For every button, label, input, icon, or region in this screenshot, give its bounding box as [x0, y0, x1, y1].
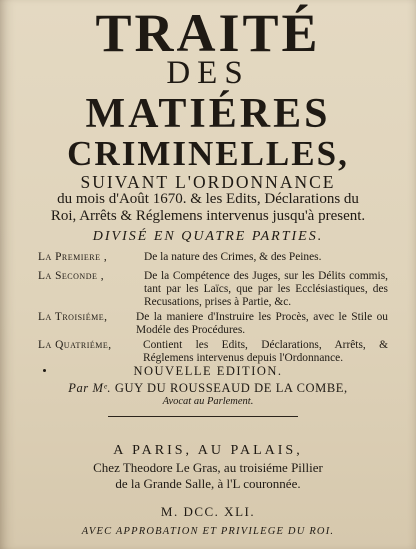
- edition-text: NOUVELLE EDITION.: [133, 364, 283, 378]
- title-line-des: DES: [166, 55, 250, 91]
- part-first-name: La Premiere ,: [38, 251, 108, 263]
- part-third-text: De la maniere d'Instruire les Procès, avec le Stile ou Modéle des Procédures.: [136, 311, 388, 336]
- subtitle-line-1: SUIVANT L'ORDONNANCE: [80, 172, 336, 192]
- part-fourth: [38, 339, 388, 365]
- title-line-criminelles: CRIMINELLES,: [67, 134, 349, 173]
- publisher-address: de la Grande Salle, à l'L couronnée.: [115, 476, 301, 491]
- part-second-name: La Seconde ,: [38, 270, 105, 282]
- subtitle-line-2: du mois d'Août 1670. & les Edits, Déclarations du: [57, 191, 359, 207]
- division-heading: DIVISÉ EN QUATRE PARTIES.: [92, 229, 324, 244]
- part-third: [38, 311, 388, 337]
- part-third-name: La Troisiéme,: [38, 311, 108, 323]
- publisher-printer: Chez Theodore Le Gras, au troisiéme Pillier: [93, 460, 323, 475]
- privilege-line: AVEC APPROBATION ET PRIVILEGE DU ROI.: [81, 526, 335, 537]
- author-line: [0, 381, 416, 396]
- title-line-matieres: MATIÉRES: [85, 91, 331, 137]
- part-first-text: De la nature des Crimes, & des Peines.: [144, 251, 322, 263]
- publication-year: M. DCC. XLI.: [160, 504, 256, 519]
- part-fourth-text: Contient les Edits, Déclarations, Arrêts, & Réglemens intervenus depuis l'Ordonnance.: [143, 339, 388, 364]
- author-role: Avocat au Parlement.: [162, 396, 254, 407]
- part-fourth-name: La Quatriéme,: [38, 339, 112, 351]
- publisher-place: A PARIS, AU PALAIS,: [113, 443, 303, 458]
- bullet-ornament: [43, 369, 46, 372]
- title-line-traite: TRAITÉ: [95, 3, 321, 63]
- author-prefix: Par Mᵉ.: [68, 381, 112, 395]
- part-first: [38, 251, 388, 264]
- subtitle-line-3: Roi, Arrêts & Réglemens intervenus jusqu'à present.: [50, 208, 366, 224]
- author-name: GUY DU ROUSSEAUD DE LA COMBE,: [114, 381, 348, 395]
- horizontal-rule: [108, 416, 298, 417]
- part-second-text: De la Compétence des Juges, sur les Délits commis, tant par les Laïcs, que par les Ecclésiastiques, des Recusations, prises à Partie, &c.: [144, 270, 388, 308]
- edition-line: [0, 364, 416, 379]
- part-second: [38, 270, 388, 309]
